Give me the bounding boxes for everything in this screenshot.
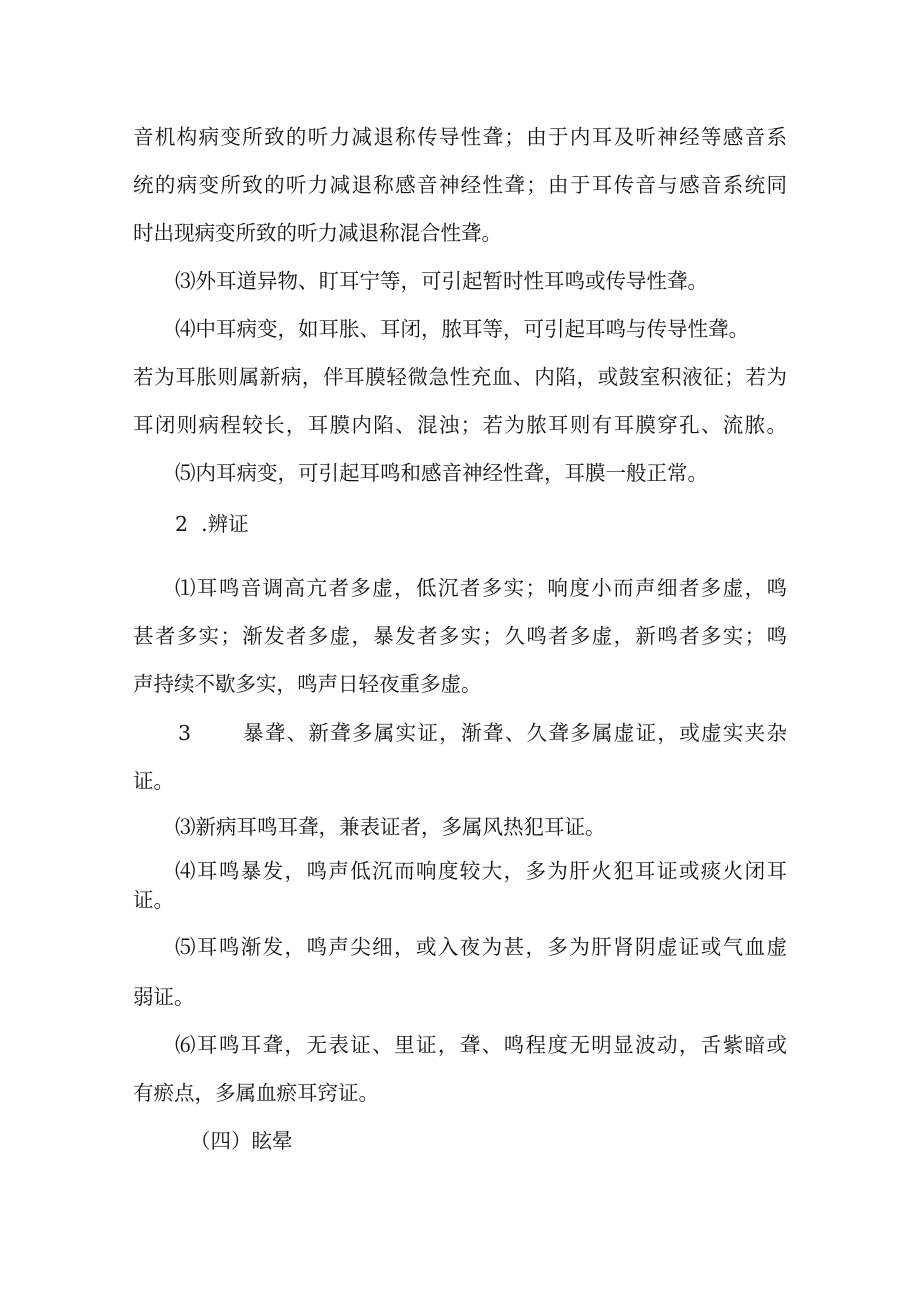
paragraph-line: 时出现病变所致的听力减退称混合性聋。: [133, 221, 502, 245]
paragraph-line: 声持续不歇多实，鸣声日轻夜重多虚。: [133, 672, 482, 696]
paragraph-line: 弱证。: [133, 985, 195, 1009]
paragraph-line: 甚者多实；渐发者多虚，暴发者多实；久鸣者多虚，新鸣者多实；鸣: [133, 624, 787, 648]
paragraph-line: 若为耳胀则属新病，伴耳膜轻微急性充血、内陷，或鼓室积液征；若为: [133, 365, 787, 389]
paragraph-line: 耳闭则病程较长，耳膜内陷、混浊；若为脓耳则有耳膜穿孔、流脓。: [133, 413, 787, 437]
paragraph-line: 有瘀点，多属血瘀耳窍证。: [133, 1081, 379, 1105]
list-item: ⑶新病耳鸣耳聋，兼表证者，多属风热犯耳证。: [175, 815, 606, 839]
section-heading: （四）眩晕: [190, 1129, 293, 1153]
section-heading: 2 .辨证: [175, 512, 249, 536]
list-item: ⑸内耳病变，可引起耳鸣和感音神经性聋，耳膜一般正常。: [175, 461, 708, 485]
list-item: ⑸耳鸣渐发，鸣声尖细，或入夜为甚，多为肝肾阴虚证或气血虚: [175, 935, 787, 959]
list-item: ⑷耳鸣暴发，鸣声低沉而响度较大，多为肝火犯耳证或痰火闭耳: [175, 859, 787, 883]
list-item: ⑹耳鸣耳聋，无表证、里证，聋、鸣程度无明显波动，舌紫暗或: [175, 1033, 787, 1057]
list-item: 暴聋、新聋多属实证，渐聋、久聋多属虚证，或虚实夹杂: [243, 721, 787, 745]
list-number: 3: [178, 721, 192, 745]
list-item: ⑴耳鸣音调高亢者多虚，低沉者多实；响度小而声细者多虚，鸣: [175, 576, 787, 600]
paragraph-line: 证。: [133, 769, 174, 793]
paragraph-line: 证。: [133, 888, 174, 912]
paragraph-line: 音机构病变所致的听力减退称传导性聋；由于内耳及听神经等感音系: [133, 125, 787, 149]
list-item: ⑶外耳道异物、盯耳宁等，可引起暂时性耳鸣或传导性聋。: [175, 269, 708, 293]
paragraph-line: 统的病变所致的听力减退称感音神经性聋；由于耳传音与感音系统同: [133, 173, 787, 197]
list-item: ⑷中耳病变，如耳胀、耳闭，脓耳等，可引起耳鸣与传导性聋。: [175, 317, 749, 341]
